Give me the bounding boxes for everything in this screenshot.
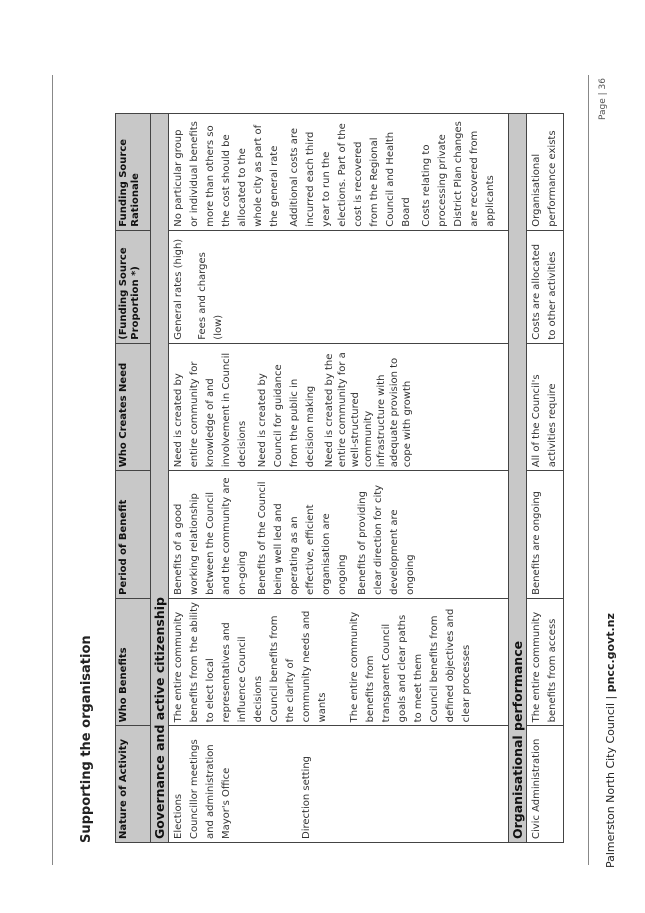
page-number: Page | 36 [598, 78, 608, 120]
activity-table [115, 113, 558, 843]
table-row [527, 114, 564, 843]
benefit-text: The entire community benefits from the ability to elect local representatives and influence Council decisions [173, 602, 264, 723]
activity-cell [169, 726, 509, 843]
rationale-cell [169, 114, 509, 231]
benefits-cell: The entire community benefits from access [527, 598, 564, 726]
period-text: Benefits of the Council being well led and operating as an effective, efficient organisation are ongoing [257, 481, 348, 595]
col-header: Funding Source Rationale [116, 114, 151, 231]
footer-org: Palmerston North City Council | [604, 692, 617, 868]
table-row [169, 114, 509, 843]
right-margin-rule [588, 75, 589, 865]
period-cell: Benefits are ongoing [527, 471, 564, 599]
section-row [509, 114, 527, 843]
benefit-text: Council benefits from defined objectives and clear processes [429, 608, 472, 723]
activity-item: Elections [173, 793, 184, 839]
need-cell [169, 343, 509, 471]
funding-cell [169, 230, 509, 343]
table-header-row [116, 114, 151, 843]
footer-site: pncc.govt.nz [604, 613, 617, 693]
funding-cell: Costs are allocated to other activities [527, 230, 564, 343]
need-text: Need is created by entire community for knowledge of and involvement in Council decisions [173, 352, 248, 468]
page-heading: Supporting the organisation [79, 635, 94, 843]
col-header: Who Benefits [116, 598, 151, 726]
funding-text: General rates (high) [173, 238, 184, 340]
activity-item: Direction setting [301, 755, 312, 839]
col-header: Who Creates Need [116, 343, 151, 471]
rationale-cell: Organisational performance exists [527, 114, 564, 231]
period-cell [169, 471, 509, 599]
benefits-cell [169, 598, 509, 726]
rationale-text: Costs relating to processing private District Plan changes are recovered from applicants [421, 121, 496, 227]
footer [604, 613, 617, 868]
activity-cell: Civic Administration [527, 726, 564, 843]
activity-item: Councillor meetings and administration [189, 739, 216, 839]
benefit-text: Council benefits from the clarity of community needs and wants [269, 610, 328, 723]
need-text: Need is created by Council for guidance from the public in decision making [257, 364, 316, 468]
section-title: Governance and active citizenship [151, 114, 169, 843]
need-text: Need is created by the entire community for a well-structured community infrastructure with adequate provision to cope with growth [324, 352, 413, 468]
period-text: Benefits of a good working relationship between the Council and the community are on-going [173, 477, 248, 595]
activity-item: Mayor's Office [221, 767, 232, 839]
benefit-text: The entire community benefits from transparent Council goals and clear paths to meet them [349, 611, 424, 723]
section-row [151, 114, 169, 843]
need-cell: All of the Council's activities require [527, 343, 564, 471]
section-title: Organisational performance [509, 114, 527, 843]
left-margin-rule [52, 75, 53, 865]
col-header: (Funding Source Proportion *) [116, 230, 151, 343]
col-header: Nature of Activity [116, 726, 151, 843]
funding-text: Fees and charges (low) [197, 252, 224, 340]
col-header: Period of Benefit [116, 471, 151, 599]
period-text: Benefits of providing clear direction for city development are ongoing [357, 484, 416, 595]
rationale-text: Additional costs are incurred each third year to run the elections. Part of the cost is recovered from the Regional Council and Health Board [289, 123, 412, 227]
rationale-text: No particular group or individual benefits more than others so the cost should be allocated to the whole city as part of the general rate [173, 121, 280, 227]
